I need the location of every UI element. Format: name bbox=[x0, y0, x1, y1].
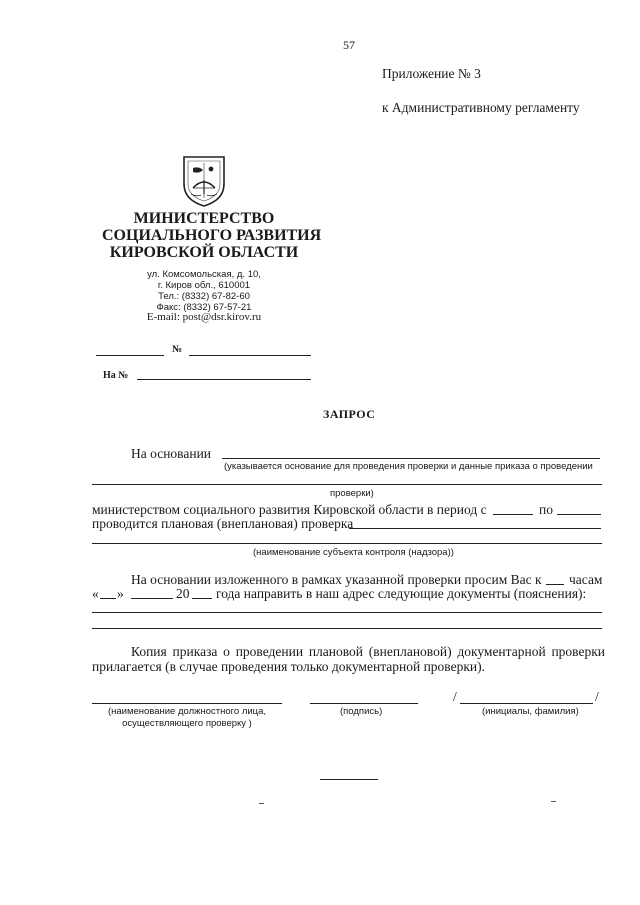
period-end-line bbox=[557, 514, 601, 515]
documents-line-2 bbox=[92, 628, 602, 629]
slash-left: / bbox=[453, 689, 457, 704]
hours-label: часам bbox=[569, 572, 603, 587]
basis-label: На основании bbox=[131, 446, 212, 461]
request-documents-text: года направить в наш адрес следующие документы (пояснения): bbox=[216, 586, 587, 601]
ministry-name-line: КИРОВСКОЙ ОБЛАСТИ bbox=[109, 244, 299, 261]
signature-caption: (подпись) bbox=[340, 706, 383, 717]
basis-caption-end: проверки) bbox=[330, 488, 374, 499]
official-caption-line: (наименование должностного лица, bbox=[107, 706, 267, 717]
official-caption-line: осуществляющего проверку ) bbox=[122, 718, 252, 729]
outgoing-date-line bbox=[96, 355, 164, 356]
scan-speck bbox=[551, 801, 556, 802]
quote-open: « bbox=[92, 586, 99, 601]
initials-line bbox=[460, 703, 593, 704]
coat-of-arms-emblem bbox=[181, 154, 227, 208]
signature-line bbox=[310, 703, 418, 704]
scan-speck bbox=[259, 803, 264, 804]
appendix-title: Приложение № 3 bbox=[382, 66, 481, 81]
address-street: ул. Комсомольская, д. 10, bbox=[147, 269, 261, 280]
number-sign: № bbox=[172, 344, 183, 355]
reply-to-label: На № bbox=[103, 370, 129, 381]
basis-caption: (указывается основание для проведения проверки и данные приказа о проведении bbox=[224, 461, 593, 472]
official-name-line bbox=[92, 703, 282, 704]
documents-line-1 bbox=[92, 612, 602, 613]
year-prefix: 20 bbox=[176, 586, 190, 601]
basis-line-2 bbox=[92, 484, 602, 485]
request-text: На основании изложенного в рамках указанной проверки просим Вас к bbox=[131, 572, 542, 587]
period-to-label: по bbox=[539, 502, 553, 517]
phone: Тел.: (8332) 67-82-60 bbox=[158, 291, 250, 302]
subject-caption: (наименование субъекта контроля (надзора)) bbox=[253, 547, 454, 558]
outgoing-number-line bbox=[189, 355, 311, 356]
basis-line bbox=[222, 458, 600, 459]
email: E-mail: post@dsr.kirov.ru bbox=[146, 311, 262, 323]
address-city: г. Киров обл., 610001 bbox=[157, 280, 251, 291]
ministry-name-line: СОЦИАЛЬНОГО РАЗВИТИЯ bbox=[102, 227, 322, 244]
official-caption bbox=[92, 706, 282, 730]
month-line bbox=[131, 598, 173, 599]
ministry-contacts bbox=[102, 269, 306, 313]
inspection-line bbox=[349, 528, 601, 529]
reply-number-line bbox=[137, 379, 311, 380]
day-line bbox=[100, 598, 116, 599]
initials-caption: (инициалы, фамилия) bbox=[482, 706, 579, 717]
period-start-line bbox=[493, 514, 533, 515]
period-text: министерством социального развития Кировской области в период с bbox=[92, 502, 487, 517]
end-separator bbox=[320, 779, 378, 780]
inspection-text: проводится плановая (внеплановая) проверка bbox=[92, 516, 354, 531]
subject-line bbox=[92, 543, 602, 544]
hour-line bbox=[546, 584, 564, 585]
page-number: 57 bbox=[343, 38, 355, 52]
ministry-name-line: МИНИСТЕРСТВО bbox=[133, 210, 275, 227]
document-title: ЗАПРОС bbox=[323, 407, 376, 421]
copy-text-line2: прилагается (в случае проведения только документарной проверки). bbox=[92, 659, 485, 674]
fax: Факс: (8332) 67-57-21 bbox=[156, 302, 252, 313]
slash-right: / bbox=[595, 689, 599, 704]
appendix-subtitle: к Административному регламенту bbox=[382, 100, 580, 115]
quote-close: » bbox=[117, 586, 124, 601]
copy-text-line1: Копия приказа о проведении плановой (внеплановой) документарной проверки bbox=[131, 644, 605, 659]
year-line bbox=[192, 598, 212, 599]
ministry-name bbox=[102, 210, 322, 261]
